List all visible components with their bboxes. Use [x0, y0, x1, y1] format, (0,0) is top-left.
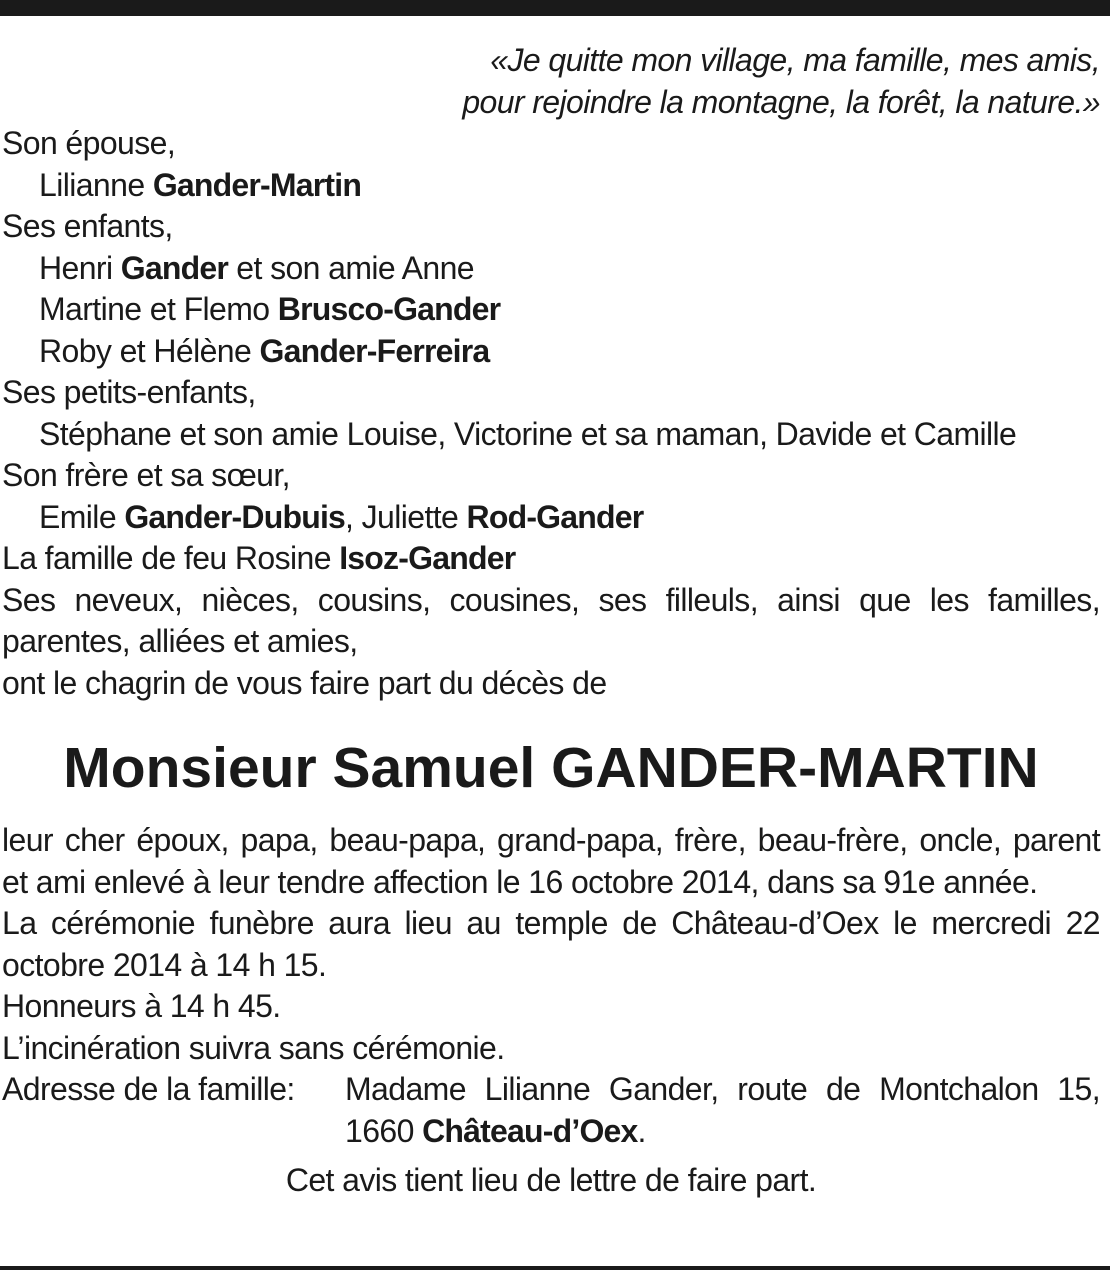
- quote-line-1: «Je quitte mon village, ma famille, mes amis,: [490, 42, 1100, 78]
- child1-suffix: et son amie Anne: [228, 249, 474, 286]
- child3-surname: Gander-Ferreira: [259, 332, 490, 369]
- child-entry-1: [2, 248, 1100, 290]
- obituary-notice: [2, 40, 1100, 1202]
- extended-family: Ses neveux, nièces, cousins, cousines, ses filleuls, ainsi que les familles, parentes, alliées et amies,: [2, 581, 1100, 659]
- address-line-2: [345, 1111, 1100, 1153]
- deceased-description: leur cher époux, papa, beau-papa, grand-papa, frère, beau-frère, oncle, parent et ami enlevé à leur tendre affection le 16 octobre 2014, dans sa 91e année.: [2, 822, 1100, 900]
- notice-details: [2, 820, 1100, 1069]
- child2-given-name: Martine et Flemo: [39, 291, 278, 327]
- late-family-entry: [2, 538, 1100, 580]
- address-town: Château-d’Oex: [422, 1112, 638, 1149]
- sibling2-surname: Rod-Gander: [466, 498, 644, 535]
- child-entry-2: [2, 289, 1100, 331]
- sibling1-surname: Gander-Dubuis: [124, 498, 346, 535]
- spouse-heading: Son épouse,: [2, 125, 176, 161]
- grandchildren-heading: Ses petits-enfants,: [2, 374, 256, 410]
- deceased-name: Monsieur Samuel GANDER-MARTIN: [63, 736, 1039, 800]
- address-town-suffix: .: [637, 1112, 646, 1149]
- child-entry-3: [2, 331, 1100, 373]
- address-postcode: 1660: [345, 1112, 423, 1149]
- child2-surname: Brusco-Gander: [277, 291, 501, 327]
- announcement-line: ont le chagrin de vous faire part du décès de: [2, 664, 607, 701]
- child3-given-name: Roby et Hélène: [39, 332, 260, 369]
- grandchildren-names: Stéphane et son amie Louise, Victorine et sa maman, Davide et Camille: [39, 415, 1017, 452]
- cremation-info: L’incinération suivra sans cérémonie.: [2, 1029, 505, 1066]
- honors-info: Honneurs à 14 h 45.: [2, 988, 281, 1024]
- epigraph-quote: [2, 40, 1100, 123]
- bottom-rule: [0, 1266, 1110, 1270]
- child1-surname: Gander: [120, 249, 228, 286]
- quote-line-2: pour rejoindre la montagne, la forêt, la nature.»: [462, 83, 1100, 120]
- family-list: [2, 123, 1100, 704]
- spouse-entry: [2, 165, 1100, 207]
- late-family-prefix: La famille de feu Rosine: [2, 540, 340, 576]
- address-value: [345, 1069, 1100, 1152]
- spouse-given-name: Lilianne: [39, 166, 153, 203]
- family-address: [2, 1069, 1100, 1152]
- late-family-surname: Isoz-Gander: [339, 540, 516, 576]
- siblings-entry: [2, 497, 1100, 539]
- sibling-separator: , Juliette: [345, 498, 467, 535]
- siblings-heading: Son frère et sa sœur,: [2, 457, 290, 493]
- child1-given-name: Henri: [39, 249, 121, 286]
- ceremony-info: La cérémonie funèbre aura lieu au temple de Château-d’Oex le mercredi 22 octobre 2014 à 14 h 15.: [2, 905, 1100, 983]
- closing-note: Cet avis tient lieu de lettre de faire part.: [285, 1162, 817, 1198]
- address-line-1: Madame Lilianne Gander, route de Montchalon 15,: [345, 1071, 1100, 1107]
- children-heading: Ses enfants,: [2, 208, 173, 244]
- address-label: Adresse de la famille:: [2, 1071, 295, 1107]
- spouse-surname: Gander-Martin: [152, 166, 362, 203]
- top-rule: [0, 0, 1110, 16]
- sibling1-given-name: Emile: [39, 498, 125, 535]
